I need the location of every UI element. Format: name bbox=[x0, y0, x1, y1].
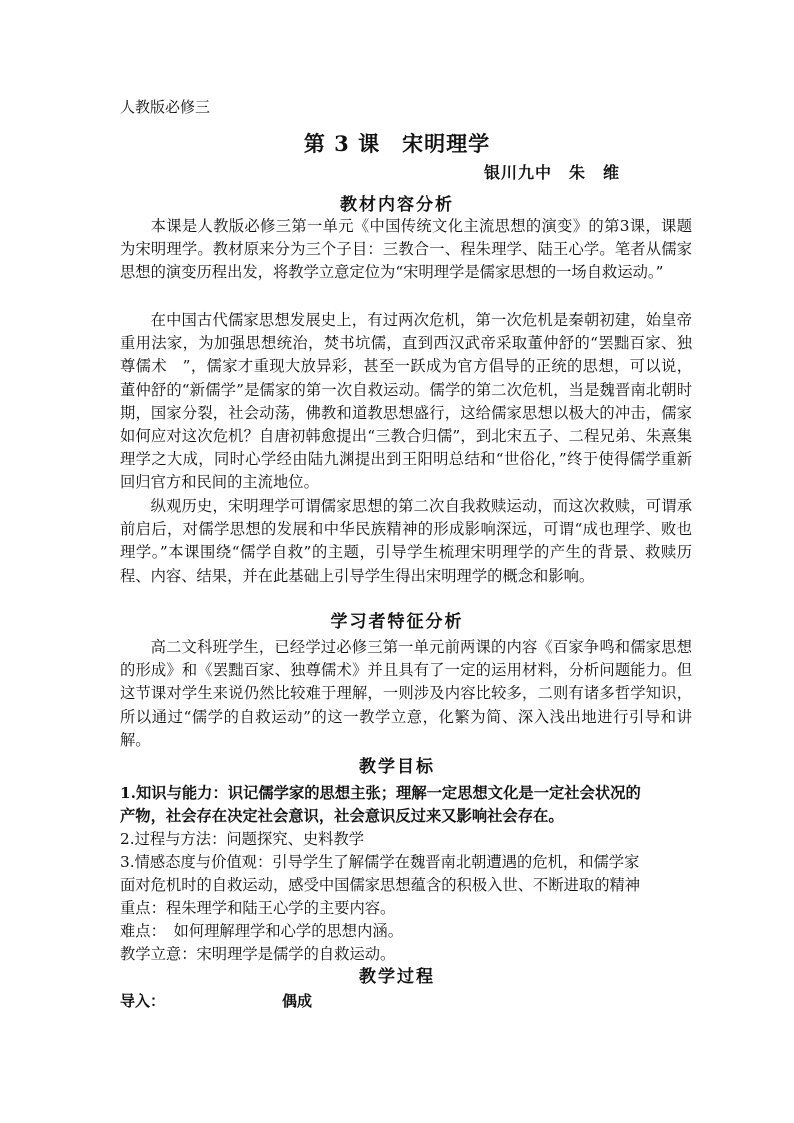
heading-process: 教学过程 bbox=[359, 967, 435, 987]
analysis-paragraph-1: 本课是人教版必修三第一单元《中国传统文化主流思想的演变》的第3课，课题为宋明理学。教材原来分为三个子目：三教合一、程朱理学、陆王心学。笔者从儒家思想的演变历程出发，将教学立意定位为“宋明理学是儒家思想的一场自救运动。” bbox=[120, 217, 692, 282]
intro-label: 导入： bbox=[120, 992, 166, 1010]
learners-paragraph: 高二文科班学生，已经学过必修三第一单元前两课的内容《百家争鸣和儒家思想的形成》和《罢黜百家、独尊儒术》并且具有了一定的运用材料，分析问题能力。但这节课对学生来说仍然比较难于理解，一则涉及内容比较多，二则有诸多哲学知识，所以通过“儒学的自救运动”的这一教学立意，化繁为简、深入浅出地进行引导和讲解。 bbox=[120, 638, 692, 749]
lesson-title: 第 3 课 宋明理学 bbox=[303, 131, 491, 156]
intro-note: 偶成 bbox=[282, 992, 313, 1010]
author-line: 银川九中 朱 维 bbox=[484, 163, 621, 182]
goal-line-1: 1.知识与能力：识记儒学家的思想主张；理解一定思想文化是一定社会状况的 bbox=[120, 784, 641, 802]
teaching-intent-line: 教学立意：宋明理学是儒学的自救运动。 bbox=[120, 945, 396, 963]
heading-goals: 教学目标 bbox=[359, 757, 435, 777]
edition-label: 人教版必修三 bbox=[120, 98, 211, 116]
goal-line-5: 面对危机时的自救运动，感受中国儒家思想蕴含的积极入世、不断进取的精神 bbox=[120, 876, 641, 894]
heading-analysis: 教材内容分析 bbox=[340, 195, 454, 215]
key-point-line: 重点：程朱理学和陆王心学的主要内容。 bbox=[120, 899, 396, 917]
difficulty-line: 难点： 如何理解理学和心学的思想内涵。 bbox=[120, 922, 403, 940]
goal-line-2: 产物，社会存在决定社会意识，社会意识反过来又影响社会存在。 bbox=[120, 807, 564, 825]
heading-learners: 学习者特征分析 bbox=[330, 612, 464, 632]
goal-line-3: 2.过程与方法：问题探究、史料教学 bbox=[120, 830, 365, 848]
analysis-paragraph-3: 纵观历史，宋明理学可谓儒家思想的第二次自我救赎运动，而这次救赎，可谓承前启后，对儒学思想的发展和中华民族精神的形成影响深远，可谓“成也理学、败也理学。”本课围绕“儒学自救”的主题，引导学生梳理宋明理学的产生的背景、救赎历程、内容、结果，并在此基础上引导学生得出宋明理学的概念和影响。 bbox=[120, 497, 692, 585]
goal-line-4: 3.情感态度与价值观：引导学生了解儒学在魏晋南北朝遭遇的危机，和儒学家 bbox=[120, 853, 640, 871]
analysis-paragraph-2: 在中国古代儒家思想发展史上，有过两次危机，第一次危机是秦朝初建，始皇帝重用法家，为加强思想统治，焚书坑儒，直到西汉武帝采取董仲舒的“罢黜百家、独尊儒术 ”，儒家才重现大放异彩，甚至一跃成为官方倡导的正统的思想，可以说，董仲舒的“新儒学”是儒家的第一次自救运动。儒学的第二次危机，当是魏晋南北朝时期，国家分裂，社会动荡，佛教和道教思想盛行，这给儒家思想以极大的冲击，儒家如何应对这次危机？自唐初韩愈提出“三教合归儒”，到北宋五子、二程兄弟、朱熹集理学之大成，同时心学经由陆九渊提出到王阳明总结和“世俗化，”终于使得儒学重新回归官方和民间的主流地位。 bbox=[120, 311, 692, 492]
